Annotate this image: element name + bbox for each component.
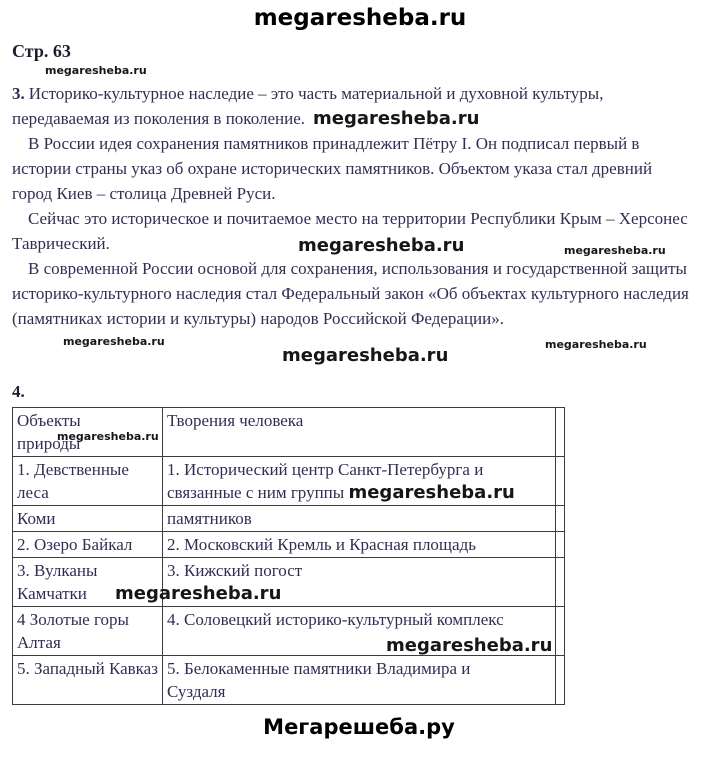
task3-block <box>12 81 694 331</box>
spacer-cell <box>556 532 565 558</box>
spacer-cell <box>556 506 565 532</box>
table-row-2 <box>13 532 565 558</box>
watermark-top-left: megaresheba.ru <box>45 64 147 77</box>
human-cell: 4. Соловецкий историко-культурный комплекс <box>163 607 556 656</box>
spacer-cell <box>556 558 565 607</box>
page-content <box>0 41 720 740</box>
nature-cell: 4 Золотые горы Алтая <box>13 607 163 656</box>
watermark-row <box>12 331 706 375</box>
spacer-cell <box>556 408 565 457</box>
watermark-right-small: megaresheba.ru <box>545 338 647 351</box>
header-cell-human: Творения человека <box>163 408 556 457</box>
watermark-center-large: megaresheba.ru <box>282 345 449 366</box>
nature-cell: 1. Девственные леса <box>13 457 163 506</box>
nature-cell: 3. Вулканы Камчатки <box>13 558 163 607</box>
spacer-cell <box>556 607 565 656</box>
watermark-mid-right: megaresheba.ru <box>564 244 666 257</box>
site-title: megaresheba.ru <box>253 5 467 31</box>
task3-definition-text: Историко-культурное наследие – это часть материальной и духовной культуры, передаваемая из поколения в поколение. <box>12 84 604 128</box>
task3-khersones-text: Сейчас это историческое и почитаемое место на территории Республики Крым – Херсонес Таврический. <box>12 209 688 253</box>
watermark-inline-definition: megaresheba.ru <box>313 108 480 129</box>
human-cell: памятников <box>163 506 556 532</box>
watermark-table-row3: megaresheba.ru <box>115 583 282 604</box>
footer-brand: Мегарешеба.ру <box>263 715 455 739</box>
task3-paragraph-definition <box>12 81 694 131</box>
task4-table-wrap <box>12 407 567 705</box>
watermark-mid-large: megaresheba.ru <box>298 235 465 256</box>
header-nature-label: Объекты природы <box>17 411 81 453</box>
task3-paragraph-history: В России идея сохранения памятников принадлежит Пётру I. Он подписал первый в истории страны указ об охране исторических памятников. Объектом указа стал древний город Киев – столица Древней Руси. <box>12 134 653 203</box>
nature-cell: Коми <box>13 506 163 532</box>
human-cell <box>163 656 556 705</box>
task3-number: 3. <box>12 84 25 103</box>
table-row-5 <box>13 656 565 705</box>
spacer-cell <box>556 457 565 506</box>
heritage-table <box>12 407 565 705</box>
watermark-table-row4: megaresheba.ru <box>386 635 553 656</box>
page-number-label: Стр. 63 <box>12 41 71 61</box>
task3-paragraph-khersones <box>12 206 694 256</box>
task3-paragraph-law: В современной России основой для сохранения, использования и государственной защиты историко-культурного наследия стал Федеральный закон «Об объектах культурного наследия (памятниках истории и культуры) народов Российской Федерации». <box>12 259 689 328</box>
watermark-table-header: megaresheba.ru <box>57 430 159 443</box>
table-row-1a <box>13 457 565 506</box>
table-row-1b <box>13 506 565 532</box>
human-cell-text: 1. Исторический центр Санкт-Петербурга и связанные с ним группы <box>167 460 484 502</box>
human-cell-text: 5. Белокаменные памятники Владимира и Суздаля <box>167 659 471 701</box>
spacer-cell <box>556 656 565 705</box>
nature-cell: 2. Озеро Байкал <box>13 532 163 558</box>
table-row-3 <box>13 558 565 607</box>
watermark-left-small: megaresheba.ru <box>63 335 165 348</box>
watermark-table-row1: megaresheba.ru <box>348 482 515 503</box>
nature-cell: 5. Западный Кавказ <box>13 656 163 705</box>
human-cell: 2. Московский Кремль и Красная площадь <box>163 532 556 558</box>
human-cell: 3. Кижский погост <box>163 558 556 607</box>
task4-number: 4. <box>12 382 25 401</box>
human-cell <box>163 457 556 506</box>
